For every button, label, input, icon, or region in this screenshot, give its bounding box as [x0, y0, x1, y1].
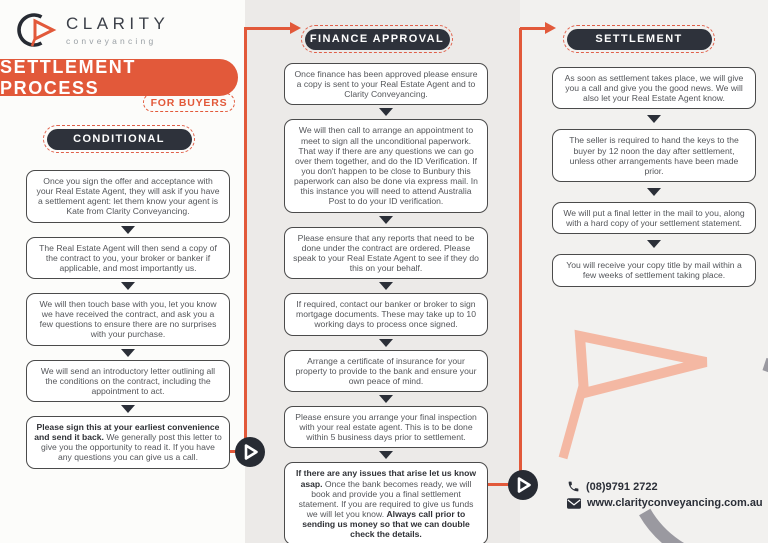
- website-row: [567, 497, 763, 509]
- down-arrow-icon: [379, 451, 393, 459]
- section-header-settlement: [563, 25, 715, 53]
- down-arrow-icon: [379, 108, 393, 116]
- process-step: As soon as settlement takes place, we will give you a call and give you the good news. We will also let your Real Estate Agent know.: [552, 67, 756, 109]
- connector-line-conditional-to-finance: [244, 28, 247, 453]
- process-step: You will receive your copy title by mail within a few weeks of settlement taking place.: [552, 254, 756, 286]
- down-arrow-icon: [379, 282, 393, 290]
- down-arrow-icon: [379, 339, 393, 347]
- play-icon: [235, 437, 265, 467]
- down-arrow-icon: [121, 226, 135, 234]
- process-step: We will put a final letter in the mail to you, along with a hard copy of your settlement statement.: [552, 202, 756, 234]
- clarity-logo: [14, 8, 169, 52]
- brand-subtitle: conveyancing: [66, 36, 157, 46]
- section-header-label: SETTLEMENT: [567, 29, 712, 50]
- page-subtitle-badge: FOR BUYERS: [143, 93, 235, 112]
- step-bold-text: Please sign this at your earliest convenience and send it back.: [34, 421, 220, 443]
- clarity-logo-mark-icon: [14, 8, 60, 52]
- arrowhead-finance-icon: [290, 22, 301, 34]
- process-step: Once finance has been approved please ensure a copy is sent to your Real Estate Agent and to Clarity Conveyancing.: [284, 63, 488, 105]
- page-title: SETTLEMENT PROCESS: [0, 59, 238, 96]
- logo-arrow-icon: [35, 21, 53, 39]
- process-step: We will then touch base with you, let you know we have received the contract, and ask you a few questions to ensure there are no surprises with your purchase.: [26, 293, 230, 346]
- down-arrow-icon: [647, 115, 661, 123]
- process-step: [284, 462, 488, 543]
- down-arrow-icon: [379, 216, 393, 224]
- play-triangle-icon: [235, 437, 265, 467]
- process-step: If required, contact our banker or broker to sign mortgage documents. These may take up to 10 working days to process once signed.: [284, 293, 488, 335]
- process-step: Arrange a certificate of insurance for your property to provide to the bank and ensure your own peace of mind.: [284, 350, 488, 392]
- column-settlement: [552, 67, 756, 287]
- process-step: [26, 416, 230, 469]
- process-step: The seller is required to hand the keys to the buyer by 12 noon the day after settlement, unless other arrangements have been made prior.: [552, 129, 756, 182]
- down-arrow-icon: [121, 282, 135, 290]
- down-arrow-icon: [647, 188, 661, 196]
- down-arrow-icon: [121, 405, 135, 413]
- process-step: The Real Estate Agent will then send a copy of the contract to you, your broker or banker if applicable, and most importantly us.: [26, 237, 230, 279]
- process-step: Once you sign the offer and acceptance with your Real Estate Agent, they will ask if you have a settlement agent: let them know your agent is Kate from Clarity Conveyancing.: [26, 170, 230, 223]
- phone-number: (08)9791 2722: [586, 480, 658, 493]
- column-finance-approval: [284, 63, 488, 543]
- section-header-label: CONDITIONAL: [47, 129, 192, 150]
- step-text: We generally post this letter to give you the opportunity to read it. If you have any questions you can give us a call.: [41, 432, 222, 463]
- watermark-arrow-icon: [580, 336, 706, 393]
- phone-row: [567, 480, 763, 493]
- down-arrow-icon: [379, 395, 393, 403]
- section-header-finance-approval: [301, 25, 453, 53]
- phone-icon: [567, 480, 580, 493]
- watermark-arrow-tail: [563, 386, 583, 458]
- connector-line-finance-to-settlement: [519, 28, 522, 486]
- play-icon: [508, 470, 538, 500]
- logo-text: [66, 14, 169, 46]
- connector-line-top-a: [244, 27, 290, 30]
- step-text: Once the bank becomes ready, we will book and provide you a final settlement statement. If you are required to give us funds we will let you know.: [298, 478, 474, 519]
- column-conditional: [26, 170, 230, 469]
- process-step: We will then call to arrange an appointment to meet to sign all the unconditional paperwork. That way if there are any questions we can go over them together, and do the ID Verification. If you don't happen to be close to Bunbury this paperwork can also be done via express mail. In this instance you will need to attend Australia Post to do your ID verification.: [284, 119, 488, 212]
- connector-stub-b: [487, 483, 509, 486]
- envelope-icon: [567, 498, 581, 509]
- arrowhead-settlement-icon: [545, 22, 556, 34]
- brand-name: CLARITY: [66, 14, 170, 33]
- step-bold-text: Always call prior to sending us money so that we can double check the details.: [302, 508, 470, 540]
- down-arrow-icon: [647, 240, 661, 248]
- watermark-circle-arc: [645, 364, 768, 543]
- play-triangle-icon: [508, 470, 538, 500]
- connector-line-top-b: [520, 27, 545, 30]
- process-step: Please ensure you arrange your final inspection with your real estate agent. This is to be done within 5 business days prior to settlement.: [284, 406, 488, 448]
- section-header-conditional: [43, 125, 195, 153]
- contact-info: [567, 480, 763, 509]
- step-bold-text: If there are any issues that arise let us know asap.: [295, 468, 477, 489]
- section-header-label: FINANCE APPROVAL: [305, 29, 450, 50]
- down-arrow-icon: [121, 349, 135, 357]
- website-url: www.clarityconveyancing.com.au: [587, 497, 763, 509]
- logo-c-icon: [19, 15, 41, 45]
- process-step: Please ensure that any reports that need to be done under the contract are ordered. Please speak to your Real Estate Agent to see if they do this on your behalf.: [284, 227, 488, 280]
- process-step: We will send an introductory letter outlining all the conditions on the contract, including the appointment to act.: [26, 360, 230, 402]
